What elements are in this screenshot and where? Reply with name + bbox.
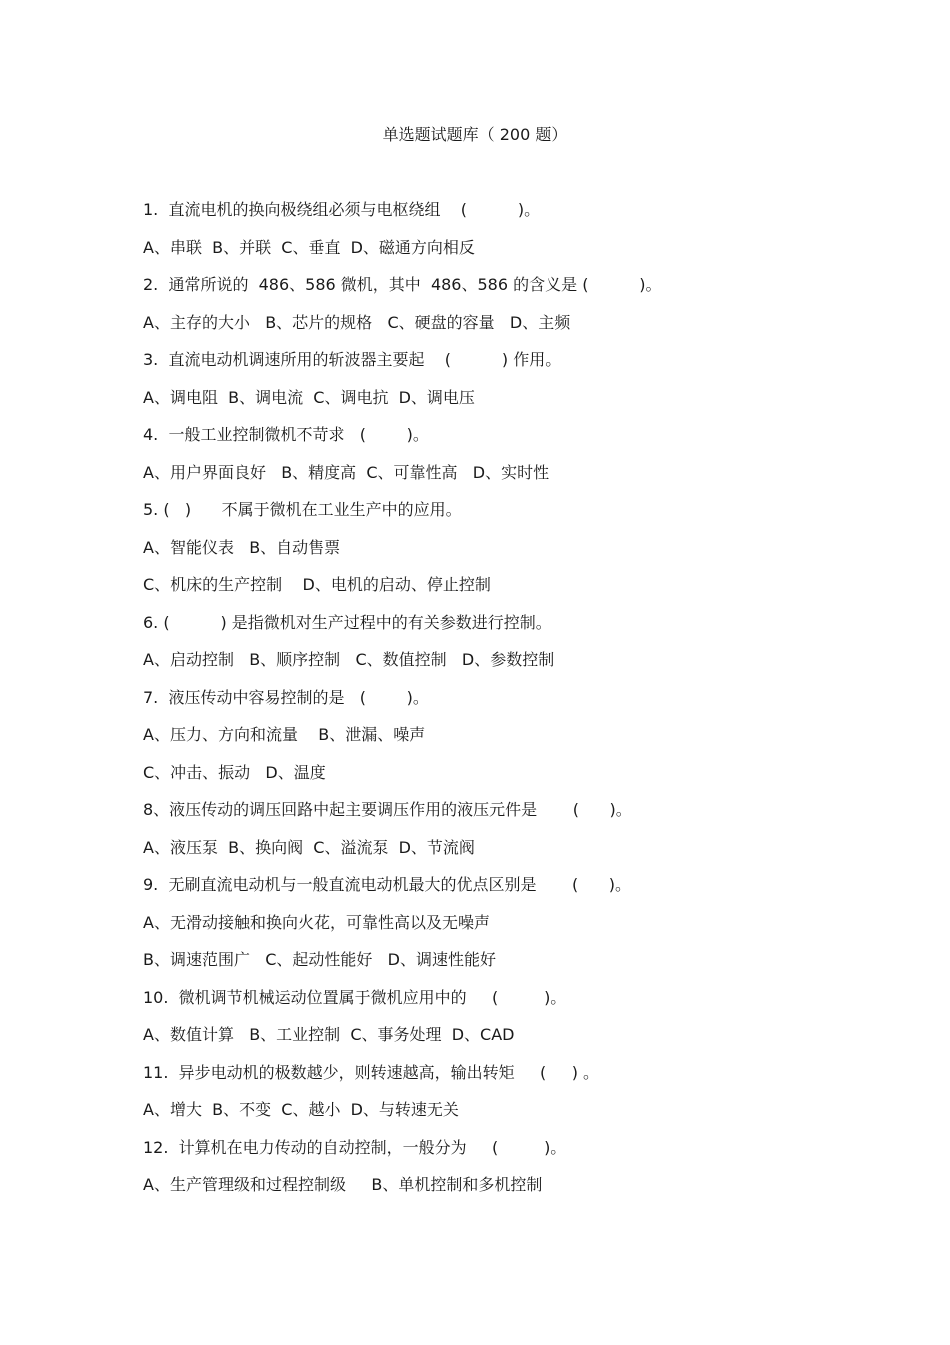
- question-3: 3. 直流电动机调速所用的斩波器主要起 ( ) 作用。: [143, 350, 562, 369]
- question-2: 2. 通常所说的 486、586 微机，其中 486、586 的含义是 ( )。: [143, 275, 662, 294]
- options-2: A、主存的大小 B、芯片的规格 C、硬盘的容量 D、主频: [143, 312, 571, 332]
- options-11: A、增大 B、不变 C、越小 D、与转速无关: [143, 1100, 459, 1119]
- options-10: A、数值计算 B、工业控制 C、事务处理 D、CAD: [143, 1025, 515, 1044]
- options-6: A、启动控制 B、顺序控制 C、数值控制 D、参数控制: [143, 650, 555, 669]
- question-12: 12. 计算机在电力传动的自动控制，一般分为 ( )。: [143, 1137, 567, 1157]
- question-6: 6. ( ) 是指微机对生产过程中的有关参数进行控制。: [143, 612, 552, 632]
- options-7b: C、冲击、振动 D、温度: [143, 762, 326, 782]
- question-9: 9. 无刷直流电动机与一般直流电动机最大的优点区别是 ( )。: [143, 875, 632, 894]
- question-5: 5. ( ) 不属于微机在工业生产中的应用。: [143, 500, 462, 519]
- question-11: 11. 异步电动机的极数越少，则转速越高，输出转矩 ( ) 。: [143, 1062, 600, 1082]
- options-7a: A、压力、方向和流量 B、泄漏、噪声: [143, 725, 426, 744]
- options-12: A、生产管理级和过程控制级 B、单机控制和多机控制: [143, 1175, 543, 1194]
- options-9b: B、调速范围广 C、起动性能好 D、调速性能好: [143, 950, 496, 969]
- question-1: 1. 直流电机的换向极绕组必须与电枢绕组 ( )。: [143, 200, 541, 219]
- question-4: 4. 一般工业控制微机不苛求 ( )。: [143, 425, 429, 444]
- page-title: 单选题试题库（ 200 题）: [382, 125, 568, 144]
- options-1: A、串联 B、并联 C、垂直 D、磁通方向相反: [143, 237, 475, 257]
- question-list: [143, 199, 903, 1212]
- options-4: A、用户界面良好 B、精度高 C、可靠性高 D、实时性: [143, 462, 550, 482]
- question-10: 10. 微机调节机械运动位置属于微机应用中的 ( )。: [143, 987, 567, 1007]
- question-7: 7. 液压传动中容易控制的是 ( )。: [143, 687, 429, 707]
- options-5b: C、机床的生产控制 D、电机的启动、停止控制: [143, 575, 491, 594]
- options-9a: A、无滑动接触和换向火花，可靠性高以及无噪声: [143, 912, 490, 932]
- options-8: A、液压泵 B、换向阀 C、溢流泵 D、节流阀: [143, 837, 475, 857]
- options-3: A、调电阻 B、调电流 C、调电抗 D、调电压: [143, 387, 475, 407]
- question-8: 8、液压传动的调压回路中起主要调压作用的液压元件是 ( )。: [143, 800, 632, 819]
- options-5a: A、智能仪表 B、自动售票: [143, 537, 341, 557]
